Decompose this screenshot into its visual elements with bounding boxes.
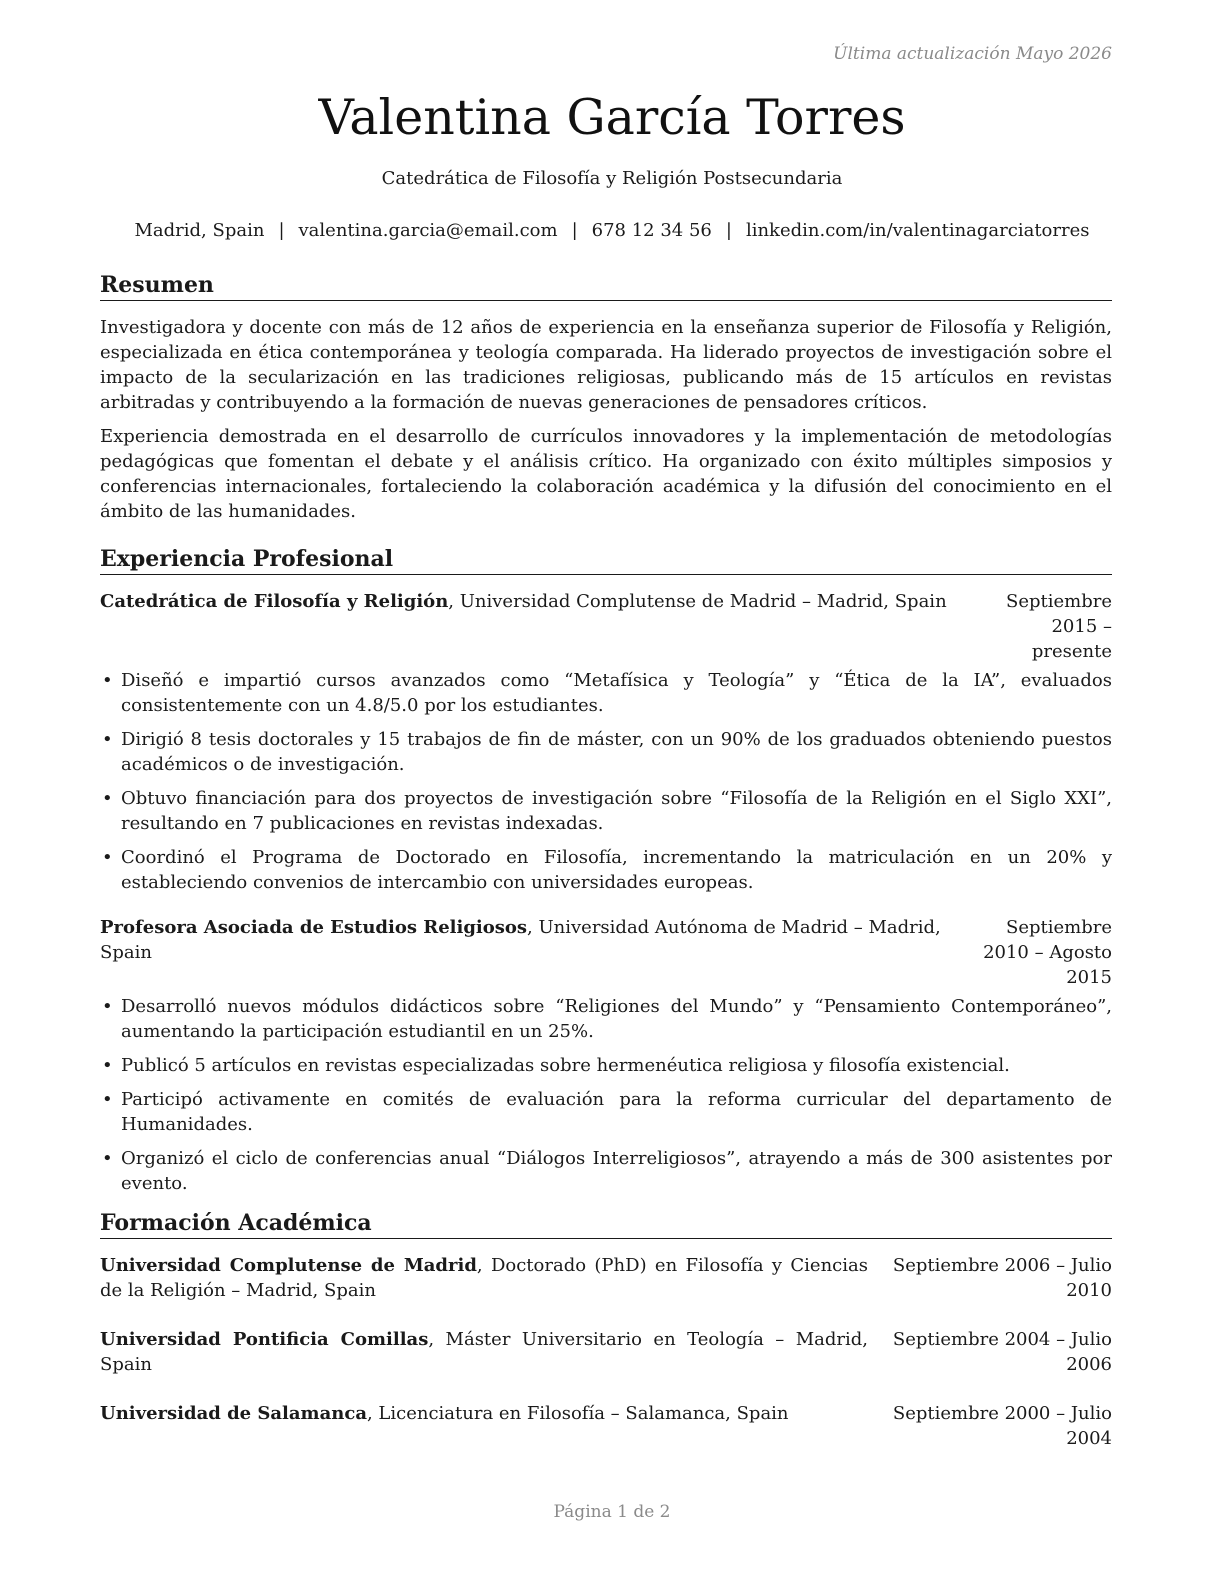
experience-heading: Experiencia Profesional xyxy=(100,544,1112,575)
summary-paragraph: Investigadora y docente con más de 12 años de experiencia en la enseñanza superior de Filosofía y Religión, especializada en ética contemporánea y teología comparada. Ha liderado proyectos de investigación sobre el impacto de la secularización en las tradiciones religiosas, publicando más de 15 artículos en revistas arbitradas y contribuyendo a la formación de nuevas generaciones de pensadores críticos. xyxy=(100,317,1112,413)
education-school: Universidad de Salamanca xyxy=(100,1403,367,1424)
job-role: Profesora Asociada de Estudios Religiosos xyxy=(100,917,528,938)
job-bullet: • Publicó 5 artículos en revistas especializadas sobre hermenéutica religiosa y filosofía existencial. xyxy=(100,1053,1112,1078)
experience-section xyxy=(100,544,1112,1196)
education-detail: , Máster Universitario en Teología – Madrid, Spain xyxy=(100,1329,869,1375)
contact-separator: | xyxy=(278,220,285,241)
education-entry xyxy=(100,1253,1112,1303)
education-heading: Formación Académica xyxy=(100,1208,1112,1239)
contact-separator: | xyxy=(725,220,732,241)
summary-paragraph: Experiencia demostrada en el desarrollo de currículos innovadores y la implementación de metodologías pedagógicas que fomentan el debate y el análisis crítico. Ha organizado con éxito múltiples simposios y conferencias internacionales, fortaleciendo la colaboración académica y la difusión del conocimiento en el ámbito de las humanidades. xyxy=(100,426,1112,522)
job-bullet: • Obtuvo financiación para dos proyectos de investigación sobre “Filosofía de la Religión en el Siglo XXI”, resultando en 7 publicaciones en revistas indexadas. xyxy=(100,786,1112,836)
job-bullet: • Organizó el ciclo de conferencias anual “Diálogos Interreligiosos”, atrayendo a más de 300 asistentes por evento. xyxy=(100,1146,1112,1196)
contact-separator: | xyxy=(571,220,578,241)
education-entry xyxy=(100,1327,1112,1377)
education-dates: Septiembre 2004 – Julio 2006 xyxy=(892,1329,1112,1375)
contact-location: Madrid, Spain xyxy=(134,220,265,241)
contact-phone: 678 12 34 56 xyxy=(591,220,712,241)
job-bullets xyxy=(100,994,1112,1196)
education-section xyxy=(100,1208,1112,1451)
page-number: Página 1 de 2 xyxy=(553,1502,671,1522)
job-bullets xyxy=(100,668,1112,895)
contact-line xyxy=(0,219,1224,243)
candidate-tagline: Catedrática de Filosofía y Religión Postsecundaria xyxy=(381,168,843,189)
job-org: , Universidad Complutense de Madrid – Madrid, Spain xyxy=(448,591,947,612)
resume-content xyxy=(100,270,1112,1475)
job-bullet: • Participó activamente en comités de evaluación para la reforma curricular del departamento de Humanidades. xyxy=(100,1087,1112,1137)
candidate-name: Valentina García Torres xyxy=(318,89,906,146)
education-entry xyxy=(100,1401,1112,1451)
contact-email[interactable]: valentina.garcia@email.com xyxy=(298,220,558,241)
job-bullet: • Desarrolló nuevos módulos didácticos sobre “Religiones del Mundo” y “Pensamiento Contemporáneo”, aumentando la participación estudiantil en un 25%. xyxy=(100,994,1112,1044)
education-detail: , Licenciatura en Filosofía – Salamanca, Spain xyxy=(366,1403,789,1424)
job-header xyxy=(100,915,1112,990)
education-school: Universidad Pontificia Comillas xyxy=(100,1329,429,1350)
job-header xyxy=(100,589,1112,664)
job-entry xyxy=(100,915,1112,1196)
job-bullet: • Dirigió 8 tesis doctorales y 15 trabajos de fin de máster, con un 90% de los graduados obteniendo puestos académicos o de investigación. xyxy=(100,727,1112,777)
contact-linkedin[interactable]: linkedin.com/in/valentinagarciatorres xyxy=(745,220,1090,241)
education-dates: Septiembre 2006 – Julio 2010 xyxy=(892,1255,1112,1301)
summary-section xyxy=(100,270,1112,524)
job-entry xyxy=(100,589,1112,895)
job-bullet: • Coordinó el Programa de Doctorado en Filosofía, incrementando la matriculación en un 20% y estableciendo convenios de intercambio con universidades europeas. xyxy=(100,845,1112,895)
last-updated: Última actualización Mayo 2026 xyxy=(833,44,1112,64)
job-dates: Septiembre 2010 – Agosto 2015 xyxy=(983,917,1112,988)
education-dates: Septiembre 2000 – Julio 2004 xyxy=(892,1403,1112,1449)
job-bullet: • Diseñó e impartió cursos avanzados como “Metafísica y Teología” y “Ética de la IA”, evaluados consistentemente con un 4.8/5.0 por los estudiantes. xyxy=(100,668,1112,718)
job-org: , Universidad Autónoma de Madrid – Madrid, Spain xyxy=(100,917,941,963)
education-detail: , Doctorado (PhD) en Filosofía y Ciencias de la Religión – Madrid, Spain xyxy=(100,1255,868,1301)
education-school: Universidad Complutense de Madrid xyxy=(100,1255,477,1276)
job-dates: Septiembre 2015 – presente xyxy=(1006,591,1112,662)
job-role: Catedrática de Filosofía y Religión xyxy=(100,591,449,612)
summary-heading: Resumen xyxy=(100,270,1112,301)
